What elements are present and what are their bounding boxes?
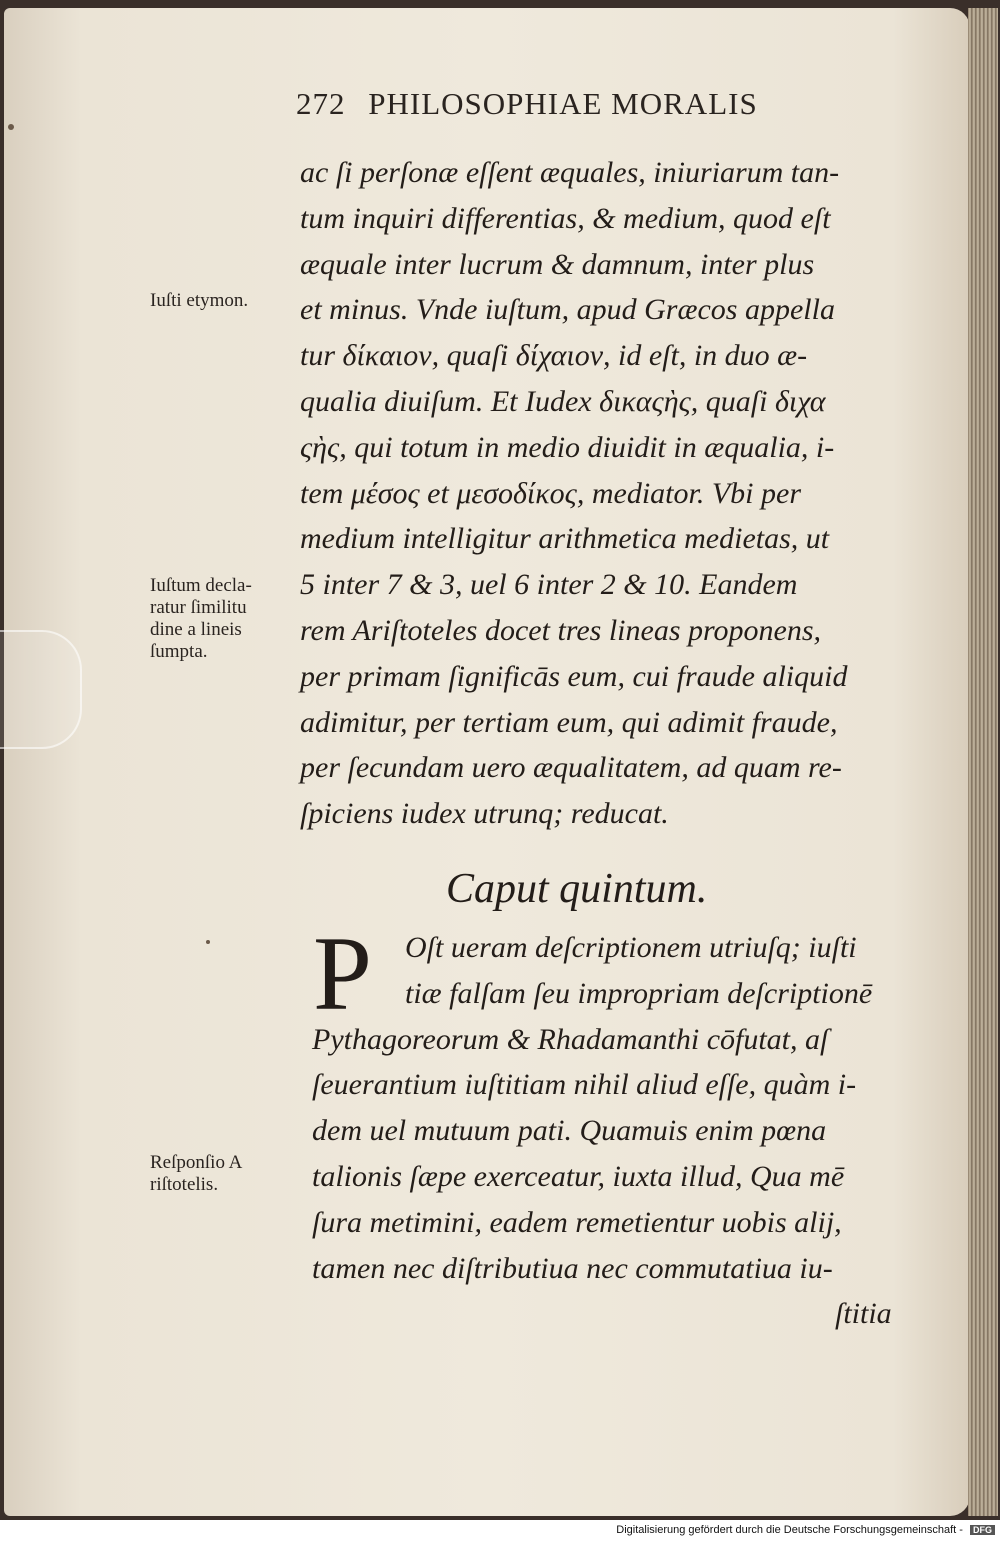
margin-note-line: Iuſtum decla-	[150, 575, 252, 596]
text-line: tur δίκαιον, quaſi δίχαιον, id eſt, in duo æ-	[300, 339, 808, 373]
dfg-logo: DFG	[970, 1525, 995, 1535]
text-line: dem uel mutuum pati. Quamuis enim pœna	[312, 1114, 827, 1148]
catchword: ſtitia	[835, 1297, 892, 1331]
page-edge	[968, 8, 998, 1516]
text-line: ac ſi perſonæ eſſent æquales, iniuriarum tan-	[300, 156, 840, 189]
text-line: 5 inter 7 & 3, uel 6 inter 2 & 10. Eandem	[300, 568, 798, 602]
text-line: medium intelligitur arithmetica medietas, ut	[300, 522, 830, 556]
text-line: tiæ falſam ſeu impropriam deſcriptionē	[405, 976, 873, 1010]
margin-note-responsio	[150, 1152, 290, 1196]
paragraph-2	[300, 915, 900, 1337]
text-line: ſura metimini, eadem remetientur uobis alij,	[312, 1205, 842, 1239]
text-line: qualia diuiſum. Et Iudex δικαςὴς, quaſi διχα	[300, 384, 826, 418]
text-line: talionis ſæpe exerceatur, iuxta illud, Qua mē	[312, 1159, 845, 1193]
footer-credit	[600, 1524, 995, 1536]
paragraph-1	[300, 150, 900, 837]
text-line: ςὴς, qui totum in medio diuidit in æqualia, i-	[300, 430, 835, 464]
paper-clip	[0, 630, 82, 749]
text-line: tem μέσος et μεσοδίκος, mediator. Vbi per	[300, 476, 801, 510]
running-title: PHILOSOPHIAE MORALIS	[368, 86, 758, 121]
text-line: tum inquiri differentias, & medium, quod eſt	[300, 201, 831, 235]
page-number: 272	[296, 86, 346, 121]
text-line: ſpiciens iudex utrunq; reducat.	[300, 797, 669, 831]
text-line: per primam ſignificās eum, cui fraude aliquid	[300, 659, 848, 693]
margin-note-lines	[150, 575, 290, 663]
text-line: rem Ariſtoteles docet tres lineas proponens,	[300, 613, 822, 647]
ink-spot	[206, 940, 210, 944]
text-line: tamen nec diſtributiua nec commutatiua iu-	[312, 1251, 833, 1285]
text-line: et minus. Vnde iuſtum, apud Græcos appella	[300, 293, 835, 327]
margin-note-line: riſtotelis.	[150, 1174, 219, 1195]
ink-spot	[8, 124, 14, 130]
margin-note-etymon	[150, 290, 290, 312]
text-line: æquale inter lucrum & damnum, inter plus	[300, 247, 815, 281]
footer-text: Digitalisierung gefördert durch die Deutsche Forschungsgemeinschaft -	[616, 1524, 963, 1536]
margin-note-line: ratur ſimilitu	[150, 597, 247, 618]
text-line: Oſt ueram deſcriptionem utriuſq; iuſti	[405, 931, 857, 964]
text-line: ſeuerantium iuſtitiam nihil aliud eſſe, quàm i-	[312, 1068, 857, 1102]
chapter-title: Caput quintum.	[446, 866, 708, 912]
text-line: per ſecundam uero æqualitatem, ad quam re-	[300, 751, 842, 785]
margin-note-line: ſumpta.	[150, 641, 208, 662]
margin-note-line: dine a lineis	[150, 619, 242, 640]
text-line: adimitur, per tertiam eum, qui adimit fraude,	[300, 705, 838, 739]
margin-note-line: Reſponſio A	[150, 1152, 243, 1173]
running-header	[296, 86, 876, 122]
drop-cap: P	[313, 915, 372, 1032]
text-line: Pythagoreorum & Rhadamanthi cōfutat, aſ	[312, 1022, 829, 1056]
margin-note-line: Iuſti etymon.	[150, 290, 249, 311]
